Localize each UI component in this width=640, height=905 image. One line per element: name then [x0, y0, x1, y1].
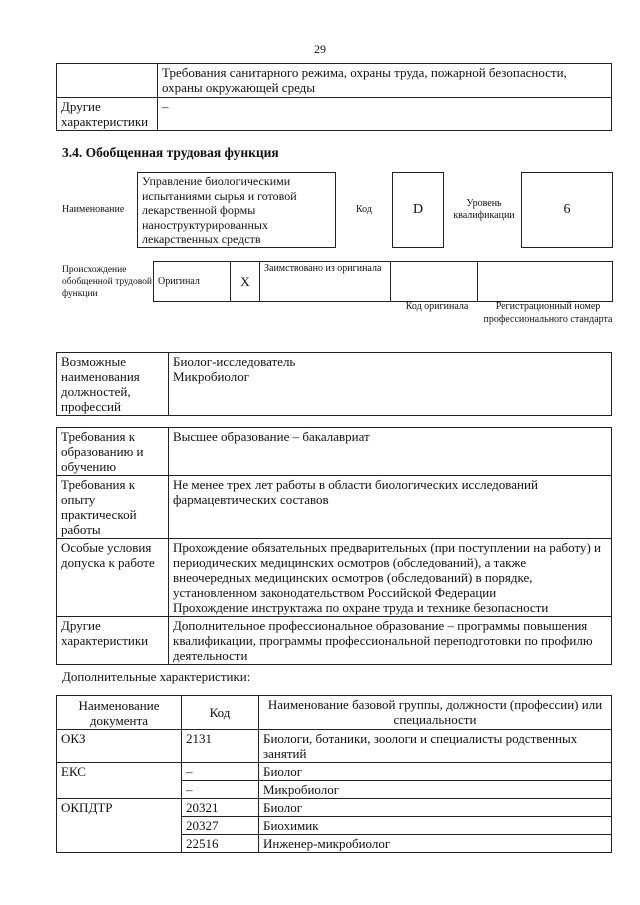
req-admission-label: Особые условия допуска к работе	[57, 539, 169, 617]
origin-label: Происхождение обобщенной трудовой функции	[62, 265, 152, 299]
table-row	[57, 763, 612, 781]
origin-borrowed-label: Заимствовано из оригинала	[260, 262, 391, 302]
req-other-label: Другие характеристики	[57, 617, 169, 665]
top-table-row1-text: Требования санитарного режима, охраны труда, пожарной безопасности, охраны окружающей среды	[158, 64, 612, 98]
additional-title: Дополнительные характеристики:	[62, 669, 251, 684]
row-doc	[57, 817, 182, 835]
name-label: Наименование	[62, 204, 125, 215]
row-name: Биохимик	[259, 817, 612, 835]
req-other-value: Дополнительное профессиональное образование – программы повышения квалификации, программы профессиональной переподготовки по профилю деятельности	[169, 617, 612, 665]
row-doc: ЕКС	[57, 763, 182, 781]
top-table-row2-value: –	[158, 98, 612, 131]
origin-table	[153, 261, 613, 302]
table-row	[57, 781, 612, 799]
table-row	[57, 730, 612, 763]
section-title: 3.4. Обобщенная трудовая функция	[62, 145, 279, 160]
top-table	[56, 63, 612, 131]
positions-value	[169, 353, 612, 416]
position-item: Биолог-исследователь	[173, 354, 296, 369]
level-label: Уровень квалификации	[453, 198, 515, 221]
function-name: Управление биологическими испытаниями сырья и готовой лекарственной формы наноструктурированных лекарственных средств	[137, 172, 336, 248]
header-document: Наименование документа	[57, 696, 182, 730]
row-code: –	[182, 763, 259, 781]
row-doc	[57, 781, 182, 799]
row-name: Микробиолог	[259, 781, 612, 799]
top-table-empty-cell	[57, 64, 158, 98]
position-item: Микробиолог	[173, 369, 250, 384]
row-name: Биолог	[259, 799, 612, 817]
req-experience-label: Требования к опыту практической работы	[57, 476, 169, 539]
row-code: 2131	[182, 730, 259, 763]
origin-original-label: Оригинал	[154, 262, 231, 302]
row-code: 22516	[182, 835, 259, 853]
req-admission-text: Прохождение обязательных предварительных (при поступлении на работу) и периодических медицинских осмотров (обследований), а также внеочередных медицинских осмотров (обследований) в порядке, установленном законодательством Российской Федерации	[173, 540, 601, 600]
row-code: 20327	[182, 817, 259, 835]
origin-code-cell	[391, 262, 478, 302]
header-name: Наименование базовой группы, должности (профессии) или специальности	[259, 696, 612, 730]
table-row	[57, 817, 612, 835]
row-doc: ОКПДТР	[57, 799, 182, 817]
req-admission-text-2: Прохождение инструктажа по охране труда и технике безопасности	[173, 600, 549, 615]
row-name: Инженер-микробиолог	[259, 835, 612, 853]
table-row	[57, 799, 612, 817]
row-name: Биологи, ботаники, зоологи и специалисты родственных занятий	[259, 730, 612, 763]
row-doc: ОКЗ	[57, 730, 182, 763]
qualification-level: 6	[521, 172, 613, 248]
row-doc	[57, 835, 182, 853]
page-number: 29	[314, 42, 326, 56]
code-label: Код	[356, 204, 372, 215]
function-code: D	[392, 172, 444, 248]
requirements-table	[56, 427, 612, 665]
additional-table	[56, 695, 612, 853]
req-experience-value: Не менее трех лет работы в области биологических исследований фармацевтических составов	[169, 476, 612, 539]
header-code: Код	[182, 696, 259, 730]
req-education-label: Требования к образованию и обучению	[57, 428, 169, 476]
origin-original-mark: X	[231, 262, 260, 302]
positions-table	[56, 352, 612, 416]
origin-reg-cell	[478, 262, 613, 302]
code-original-caption: Код оригинала	[405, 301, 469, 312]
row-name: Биолог	[259, 763, 612, 781]
reg-number-caption: Регистрационный номер профессионального стандарта	[483, 301, 613, 325]
req-admission-value	[169, 539, 612, 617]
table-row	[57, 835, 612, 853]
row-code: –	[182, 781, 259, 799]
top-table-row2-label: Другие характеристики	[57, 98, 158, 131]
req-education-value: Высшее образование – бакалавриат	[169, 428, 612, 476]
row-code: 20321	[182, 799, 259, 817]
positions-label: Возможные наименования должностей, профессий	[57, 353, 169, 416]
